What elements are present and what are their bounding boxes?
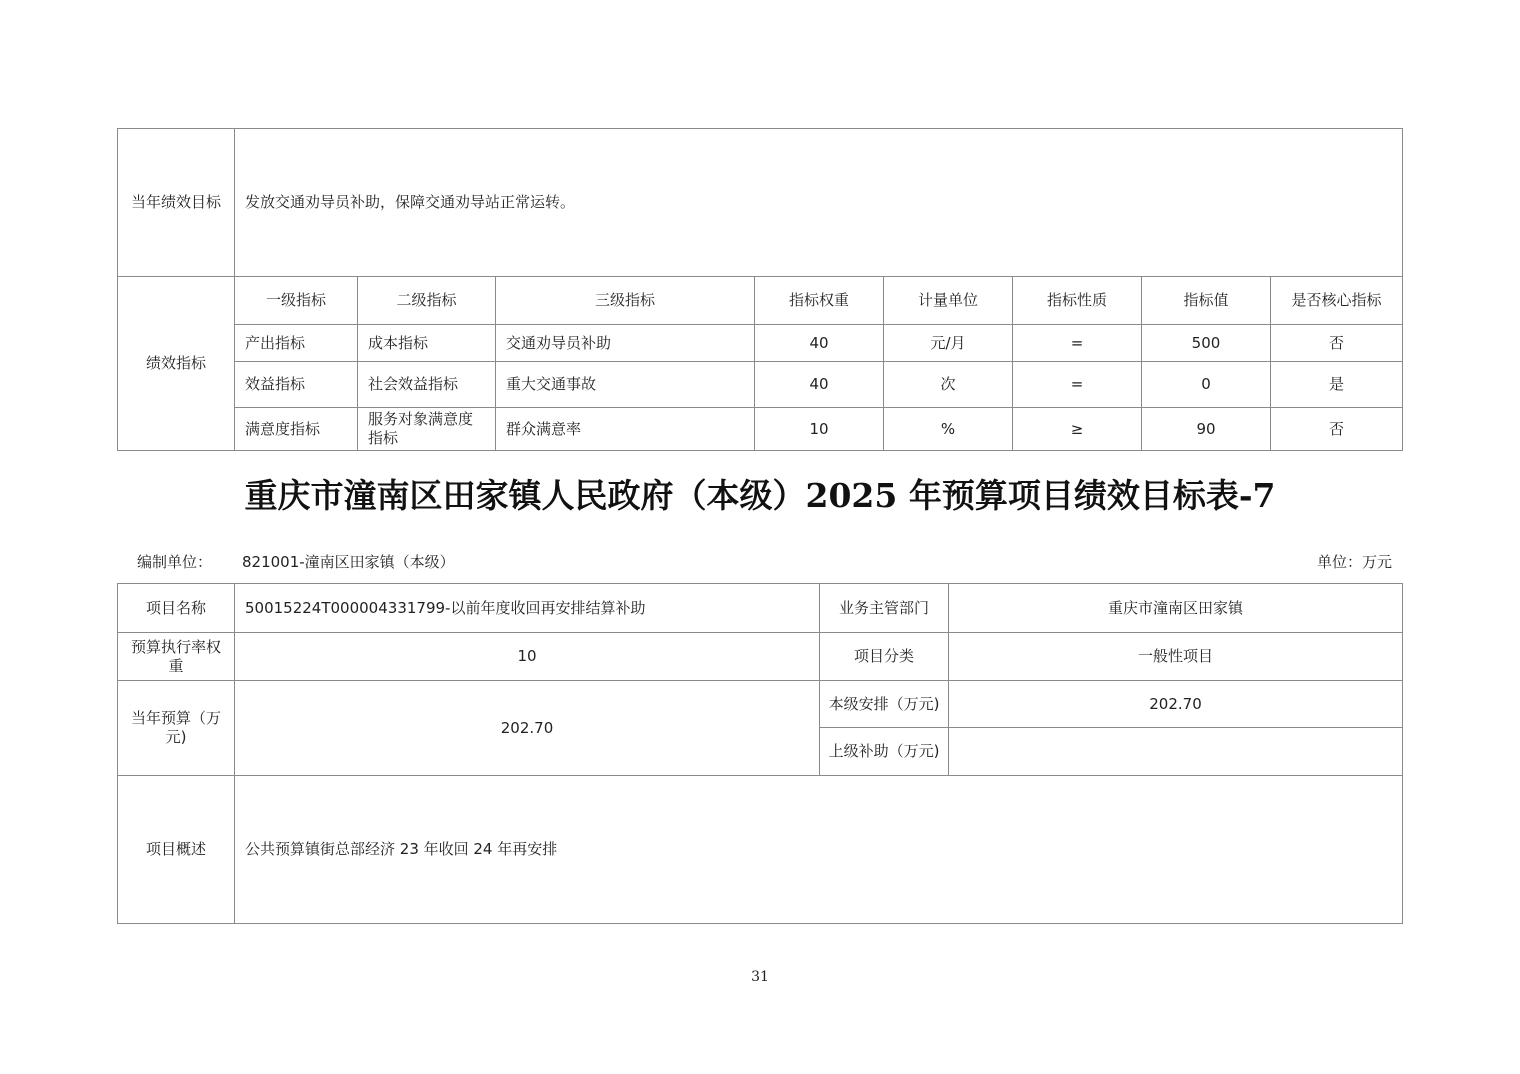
category-label: 项目分类 <box>820 633 949 681</box>
table-cell: 交通劝导员补助 <box>496 325 755 362</box>
header-cell: 计量单位 <box>884 277 1013 325</box>
header-cell: 指标值 <box>1142 277 1271 325</box>
dept-label: 业务主管部门 <box>820 584 949 633</box>
upper-value <box>949 728 1403 776</box>
header-cell: 三级指标 <box>496 277 755 325</box>
table-row <box>118 325 1403 362</box>
table-cell: 是 <box>1271 362 1403 408</box>
upper-label: 上级补助（万元) <box>820 728 949 776</box>
unit-label: 单位：万元 <box>1316 553 1392 571</box>
dept-value: 重庆市潼南区田家镇 <box>949 584 1403 633</box>
table-cell: 产出指标 <box>235 325 358 362</box>
table-cell: 500 <box>1142 325 1271 362</box>
overview-label: 项目概述 <box>118 776 235 924</box>
header-cell: 一级指标 <box>235 277 358 325</box>
table-cell: = <box>1013 362 1142 408</box>
table-cell: 次 <box>884 362 1013 408</box>
header-cell: 指标权重 <box>755 277 884 325</box>
table-cell: 40 <box>755 362 884 408</box>
org-value: 821001-潼南区田家镇（本级） <box>242 553 455 571</box>
table-cell: 效益指标 <box>235 362 358 408</box>
table-cell: 成本指标 <box>358 325 496 362</box>
table-cell: 40 <box>755 325 884 362</box>
exec-rate-value: 10 <box>235 633 820 681</box>
performance-indicator-table <box>117 128 1403 451</box>
table-cell: 满意度指标 <box>235 408 358 451</box>
table-cell: 0 <box>1142 362 1271 408</box>
local-value: 202.70 <box>949 681 1403 728</box>
table-cell: 10 <box>755 408 884 451</box>
overview-text: 公共预算镇街总部经济 23 年收回 24 年再安排 <box>235 776 1403 924</box>
budget-value: 202.70 <box>235 681 820 776</box>
local-label: 本级安排（万元) <box>820 681 949 728</box>
category-value: 一般性项目 <box>949 633 1403 681</box>
table-cell: ≥ <box>1013 408 1142 451</box>
table-cell: 否 <box>1271 325 1403 362</box>
header-cell: 是否核心指标 <box>1271 277 1403 325</box>
indicator-header-row <box>118 277 1403 325</box>
goal-label: 当年绩效目标 <box>118 129 235 277</box>
table-cell: 90 <box>1142 408 1271 451</box>
page-title: 重庆市潼南区田家镇人民政府（本级）2025 年预算项目绩效目标表-7 <box>244 476 1276 515</box>
project-info-table <box>117 583 1403 924</box>
goal-text: 发放交通劝导员补助，保障交通劝导站正常运转。 <box>235 129 1403 277</box>
table-cell: 元/月 <box>884 325 1013 362</box>
indicators-label: 绩效指标 <box>118 277 235 451</box>
header-cell: 指标性质 <box>1013 277 1142 325</box>
header-cell: 二级指标 <box>358 277 496 325</box>
table-cell: 否 <box>1271 408 1403 451</box>
page-number: 31 <box>751 969 769 985</box>
table-row <box>118 408 1403 451</box>
table-cell: % <box>884 408 1013 451</box>
table-cell: 服务对象满意度指标 <box>358 408 496 451</box>
table-cell: 重大交通事故 <box>496 362 755 408</box>
table-cell: 社会效益指标 <box>358 362 496 408</box>
table-row <box>118 362 1403 408</box>
budget-label: 当年预算（万元) <box>118 681 235 776</box>
table-cell: = <box>1013 325 1142 362</box>
project-name-label: 项目名称 <box>118 584 235 633</box>
exec-rate-label: 预算执行率权重 <box>118 633 235 681</box>
org-label: 编制单位： <box>137 553 213 571</box>
project-name: 50015224T000004331799-以前年度收回再安排结算补助 <box>235 584 820 633</box>
table-cell: 群众满意率 <box>496 408 755 451</box>
